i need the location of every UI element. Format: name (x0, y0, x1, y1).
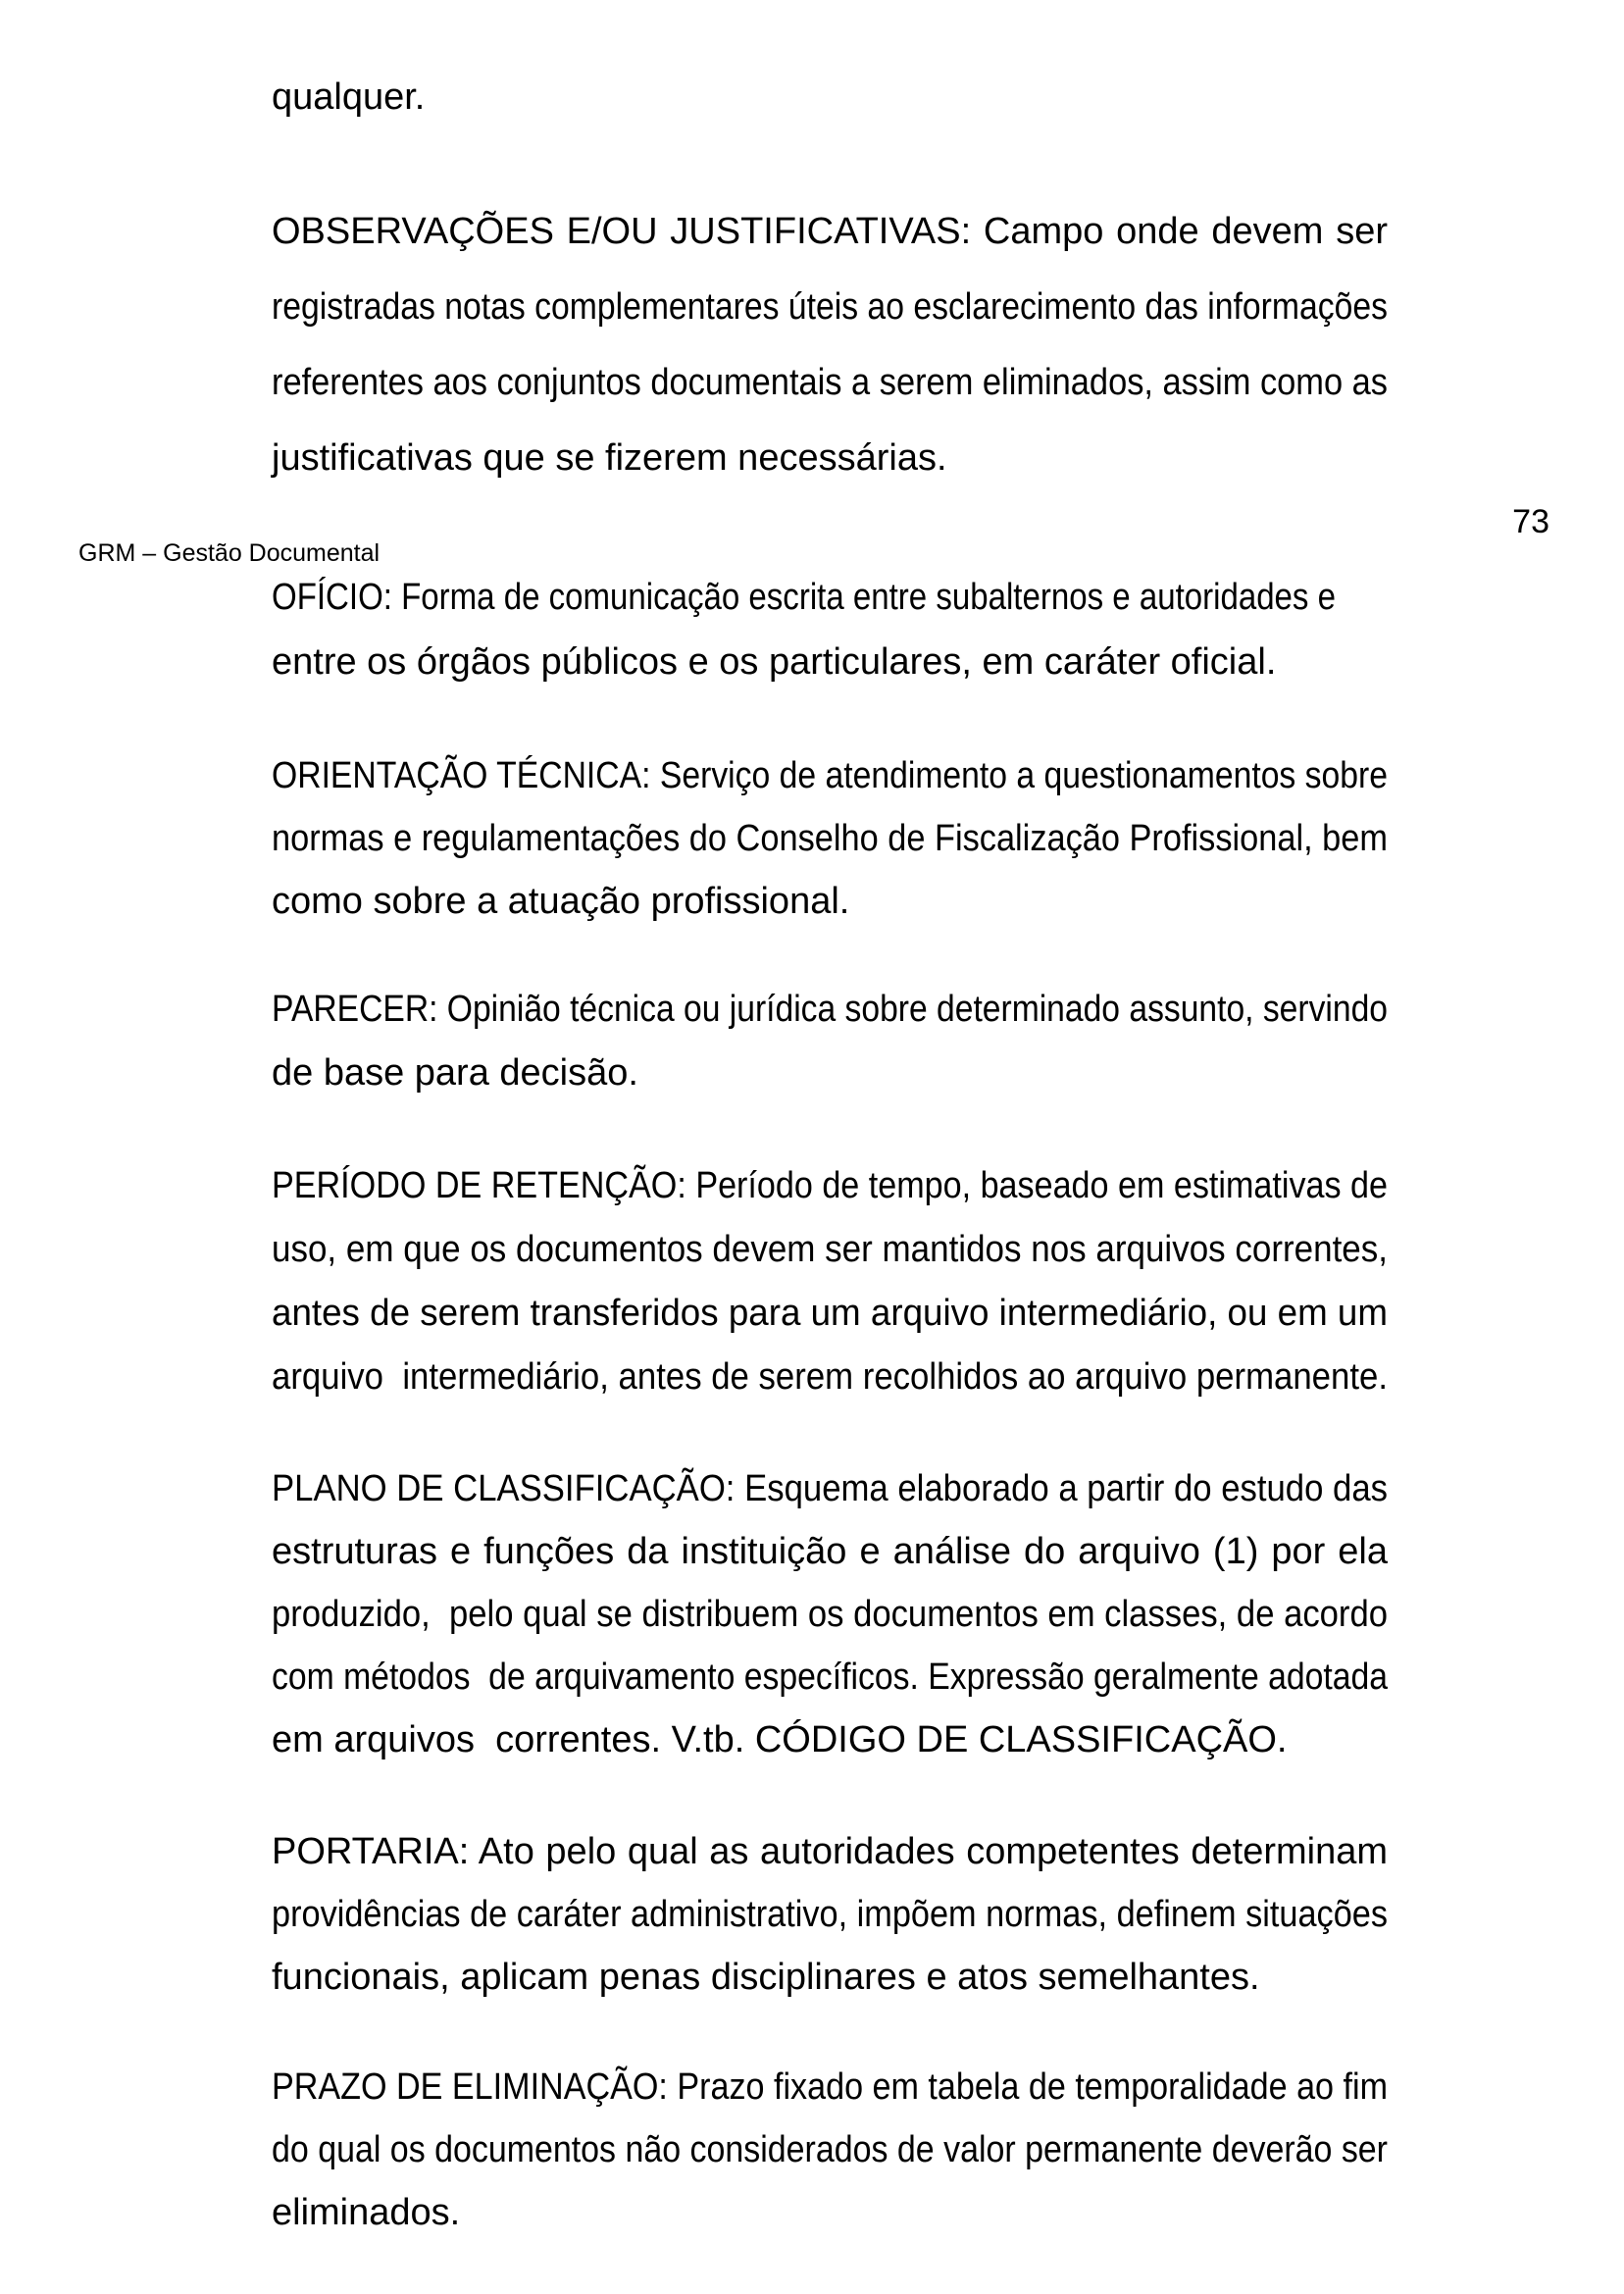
text-line: normas e regulamentações do Conselho de Fiscalização Profissional, bem (272, 818, 1388, 859)
text-line: PORTARIA: Ato pelo qual as autoridades competentes determinam (272, 1831, 1388, 1872)
text-line: entre os órgãos públicos e os particulares, em caráter oficial. (272, 641, 1277, 683)
text-line: funcionais, aplicam penas disciplinares e atos semelhantes. (272, 1957, 1260, 1998)
text-line: em arquivos correntes. V.tb. CÓDIGO DE CLASSIFICAÇÃO. (272, 1719, 1288, 1760)
paragraph-prazo-de-eliminacao (272, 2056, 1388, 2244)
paragraph-qualquer (272, 66, 1388, 129)
paragraph-orientacao-tecnica (272, 744, 1388, 933)
running-header: GRM – Gestão Documental (78, 539, 381, 567)
paragraph-parecer (272, 978, 1388, 1105)
paragraph-observacoes (272, 194, 1388, 496)
text-line: justificativas que se fizerem necessárias. (272, 437, 947, 479)
text-line: como sobre a atuação profissional. (272, 881, 850, 922)
text-line: com métodos de arquivamento específicos. Expressão geralmente adotada (272, 1657, 1388, 1698)
text-line: uso, em que os documentos devem ser mantidos nos arquivos correntes, (272, 1229, 1388, 1270)
paragraph-plano-de-classificacao (272, 1457, 1388, 1771)
text-line: estruturas e funções da instituição e análise do arquivo (1) por ela (272, 1531, 1388, 1572)
text-line: de base para decisão. (272, 1052, 638, 1094)
text-line: providências de caráter administrativo, impõem normas, definem situações (272, 1894, 1388, 1935)
text-line: qualquer. (272, 76, 426, 118)
text-line: arquivo intermediário, antes de serem recolhidos ao arquivo permanente. (272, 1356, 1388, 1398)
text-line: OFÍCIO: Forma de comunicação escrita entre subalternos e autoridades e (272, 577, 1336, 618)
text-line: PARECER: Opinião técnica ou jurídica sobre determinado assunto, servindo (272, 989, 1388, 1030)
paragraph-periodo-de-retencao (272, 1154, 1388, 1409)
text-line: PERÍODO DE RETENÇÃO: Período de tempo, baseado em estimativas de (272, 1165, 1388, 1206)
text-line: ORIENTAÇÃO TÉCNICA: Serviço de atendimento a questionamentos sobre (272, 755, 1388, 796)
text-line: do qual os documentos não considerados de valor permanente deverão ser (272, 2129, 1388, 2170)
paragraph-oficio (272, 565, 1336, 694)
text-line: registradas notas complementares úteis ao esclarecimento das informações (272, 286, 1388, 328)
text-line: PLANO DE CLASSIFICAÇÃO: Esquema elaborado a partir do estudo das (272, 1468, 1388, 1509)
page-number: 73 (1512, 503, 1549, 540)
text-line: produzido, pelo qual se distribuem os documentos em classes, de acordo (272, 1594, 1388, 1635)
text-line: referentes aos conjuntos documentais a serem eliminados, assim como as (272, 362, 1388, 403)
paragraph-portaria (272, 1820, 1388, 2009)
text-line: antes de serem transferidos para um arquivo intermediário, ou em um (272, 1293, 1388, 1334)
text-line: eliminados. (272, 2192, 461, 2233)
text-line: OBSERVAÇÕES E/OU JUSTIFICATIVAS: Campo onde devem ser (272, 211, 1388, 252)
text-line: PRAZO DE ELIMINAÇÃO: Prazo fixado em tabela de temporalidade ao fim (272, 2066, 1388, 2108)
